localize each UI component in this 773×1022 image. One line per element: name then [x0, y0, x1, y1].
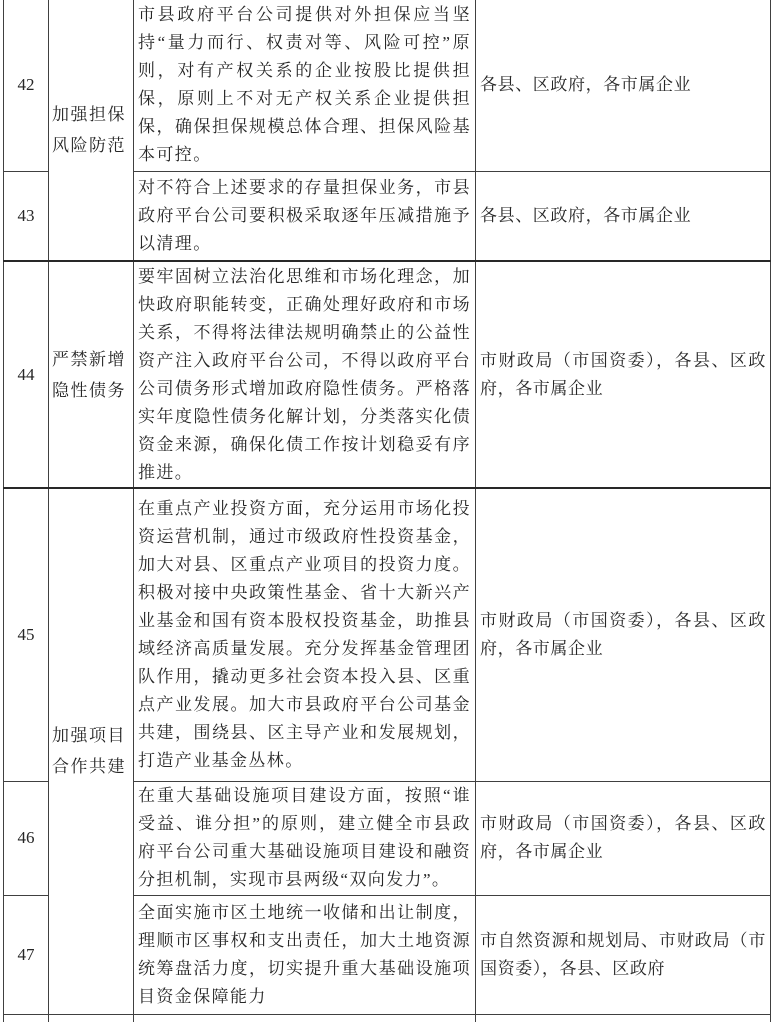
responsibility-cell — [476, 1014, 771, 1022]
table-row — [4, 488, 771, 781]
content-cell: 在重点产业投资方面，充分运用市场化投资运营机制，通过市级政府性投资基金，加大对县、区重点产业项目的投资力度。积极对接中央政策性基金、省十大新兴产业基金和国有资本股权投资基金，助推县域经济高质量发展。充分发挥基金管理团队作用，撬动更多社会资本投入县、区重点产业发展。加大市县政府平台公司基金共建，围绕县、区主导产业和发展规划，打造产业基金丛林。 — [134, 488, 476, 781]
category-cell: 严禁新增隐性债务 — [49, 261, 134, 488]
responsibility-cell: 各县、区政府，各市属企业 — [476, 0, 771, 171]
category-cell: 加强担保风险防范 — [49, 0, 134, 261]
responsibility-cell: 市财政局（市国资委），各县、区政府，各市属企业 — [476, 488, 771, 781]
row-number: 44 — [4, 261, 49, 488]
responsibility-cell: 市财政局（市国资委），各县、区政府，各市属企业 — [476, 781, 771, 895]
table-row — [4, 0, 771, 171]
content-cell: 对不符合上述要求的存量担保业务，市县政府平台公司要积极采取逐年压减措施予以清理。 — [134, 171, 476, 261]
responsibility-cell: 市财政局（市国资委），各县、区政府，各市属企业 — [476, 261, 771, 488]
row-number: 46 — [4, 781, 49, 895]
row-number: 42 — [4, 0, 49, 171]
content-cell: 全面实施市区土地统一收储和出让制度，理顺市区事权和支出责任，加大土地资源统筹盘活力度，切实提升重大基础设施项目资金保障能力 — [134, 895, 476, 1014]
table-row — [4, 261, 771, 488]
row-number: 43 — [4, 171, 49, 261]
responsibility-cell: 市自然资源和规划局、市财政局（市国资委），各县、区政府 — [476, 895, 771, 1014]
category-cell — [49, 1014, 134, 1022]
row-number — [4, 1014, 49, 1022]
table-row-partial — [4, 1014, 771, 1022]
content-cell: 在重大基础设施项目建设方面，按照“谁受益、谁分担”的原则，建立健全市县政府平台公司重大基础设施项目建设和融资分担机制，实现市县两级“双向发力”。 — [134, 781, 476, 895]
content-cell: 市县政府平台公司提供对外担保应当坚持“量力而行、权责对等、风险可控”原则，对有产权关系的企业按股比提供担保，原则上不对无产权关系企业提供担保，确保担保规模总体合理、担保风险基本可控。 — [134, 0, 476, 171]
content-cell — [134, 1014, 476, 1022]
responsibility-cell: 各县、区政府，各市属企业 — [476, 171, 771, 261]
measures-table — [3, 0, 771, 1022]
category-cell: 加强项目合作共建 — [49, 488, 134, 1014]
row-number: 45 — [4, 488, 49, 781]
row-number: 47 — [4, 895, 49, 1014]
content-cell: 要牢固树立法治化思维和市场化理念，加快政府职能转变，正确处理好政府和市场关系，不得将法律法规明确禁止的公益性资产注入政府平台公司，不得以政府平台公司债务形式增加政府隐性债务。严格落实年度隐性债务化解计划，分类落实化债资金来源，确保化债工作按计划稳妥有序推进。 — [134, 261, 476, 488]
